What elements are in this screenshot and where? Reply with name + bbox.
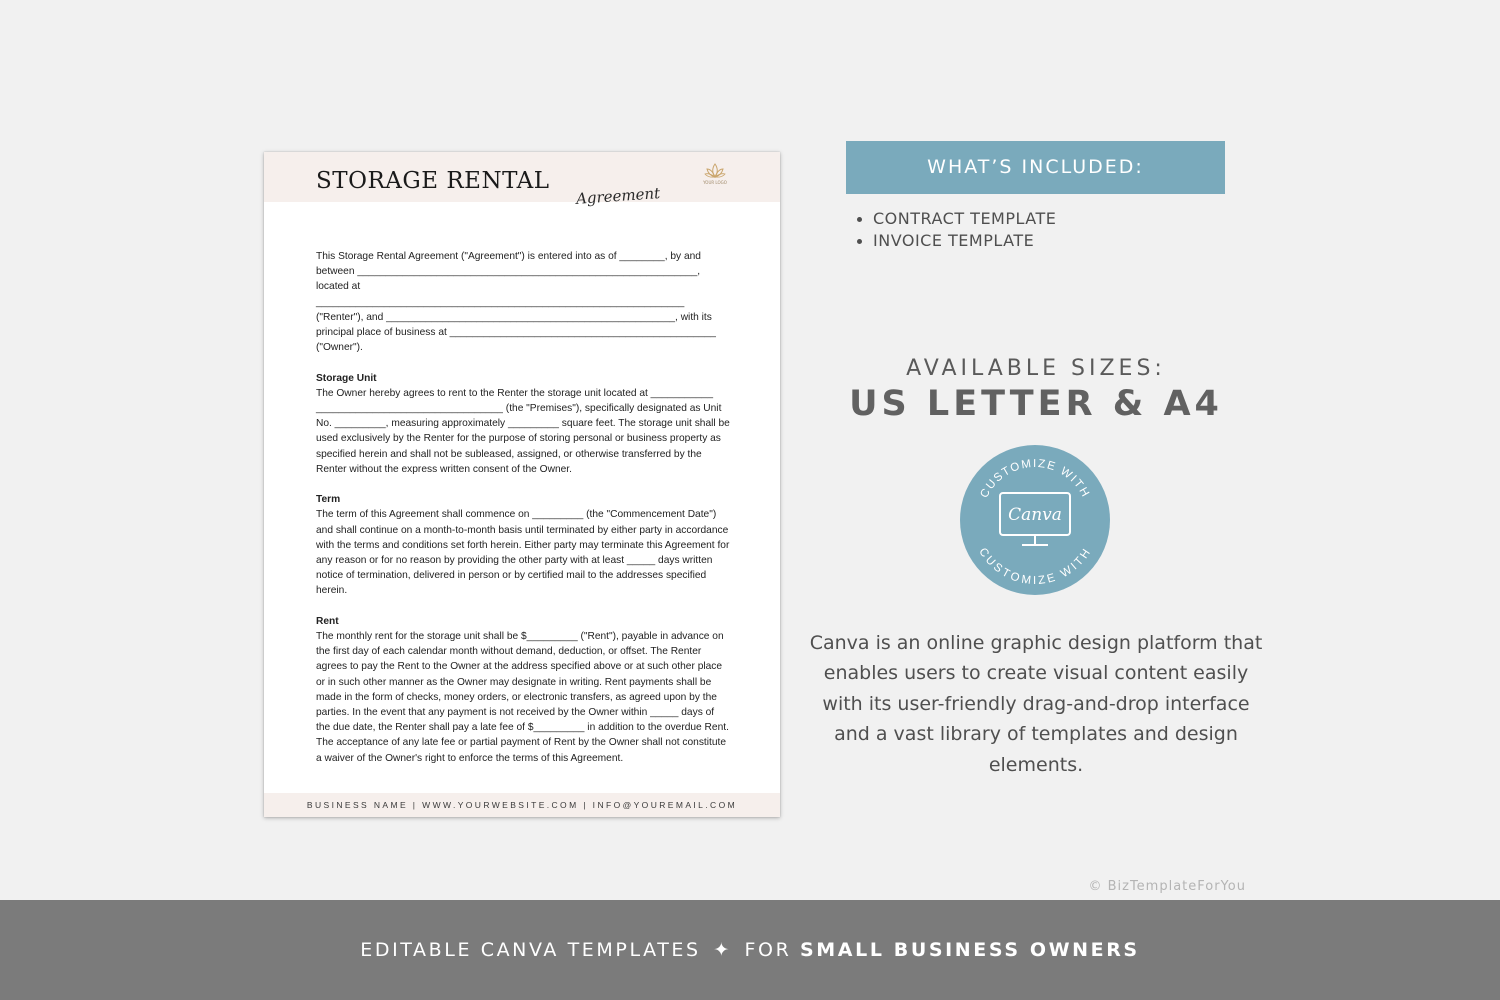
- available-sizes-label: AVAILABLE SIZES:: [906, 356, 1166, 381]
- badge-ring-bottom-text: CUSTOMIZE WITH: [976, 546, 1094, 588]
- logo: [700, 163, 730, 185]
- copyright-text: © BizTemplateForYou: [1088, 879, 1246, 894]
- badge-brand-text: Canva: [1008, 505, 1062, 525]
- section-rent: [316, 614, 730, 766]
- customize-with-canva-badge: [960, 445, 1110, 595]
- document-preview: [264, 152, 780, 817]
- document-intro: This Storage Rental Agreement ("Agreement") is entered into as of ________, by and between ____________________________________________________________, located at _________________________________________________________________ ("Renter"), and ___________________________________________________, with its principal place of business at _______________________________________________ ("Owner").: [316, 251, 716, 354]
- section-term: [316, 492, 730, 598]
- banner-middle: FOR: [744, 939, 792, 961]
- banner-emphasis: SMALL BUSINESS OWNERS: [800, 939, 1140, 961]
- section-text: The Owner hereby agrees to rent to the Renter the storage unit located at ___________ _________________________________ (the "Premises"), specifically designated as Unit No. _________, measuring approximately _________ square feet. The storage unit shall be used exclusively by the Renter for the purpose of storing personal or business property as specified herein and shall not be subleased, assigned, or otherwise transferred by the Renter without the express written consent of the Owner.: [316, 387, 730, 475]
- whats-included-banner: WHAT’S INCLUDED:: [846, 141, 1225, 194]
- section-text: The term of this Agreement shall commence on _________ (the "Commencement Date") and shall continue on a month-to-month basis until terminated by either party in accordance with the terms and conditions set forth herein. Either party may terminate this Agreement for any reason or for no reason by providing the other party with at least _____ days written notice of termination, delivered in person or by certified mail to the addresses specified herein.: [316, 509, 730, 597]
- list-item: [855, 208, 1056, 230]
- section-storage-unit: [316, 371, 730, 477]
- canva-description: Canva is an online graphic design platform that enables users to create visual content easily with its user-friendly drag-and-drop interface and a vast library of templates and design elements.: [809, 632, 1263, 776]
- bullet-icon: [857, 239, 862, 244]
- list-item-label: INVOICE TEMPLATE: [873, 231, 1035, 250]
- document-script-subtitle: Agreement: [575, 184, 661, 208]
- badge-ring-top-text: CUSTOMIZE WITH: [978, 457, 1092, 501]
- document-body: [316, 249, 730, 781]
- logo-text: YOUR LOGO: [703, 180, 727, 185]
- bottom-banner: [0, 900, 1500, 1000]
- document-header: [264, 152, 780, 208]
- banner-prefix: EDITABLE CANVA TEMPLATES: [360, 939, 701, 961]
- section-heading: Rent: [316, 615, 339, 627]
- section-heading: Storage Unit: [316, 372, 377, 384]
- available-sizes-value: US LETTER & A4: [849, 384, 1223, 424]
- bullet-icon: [857, 217, 862, 222]
- section-heading: Term: [316, 494, 341, 506]
- list-item: [855, 230, 1056, 252]
- document-footer: BUSINESS NAME | WWW.YOURWEBSITE.COM | INFO@YOUREMAIL.COM: [264, 793, 780, 817]
- section-text: The monthly rent for the storage unit shall be $_________ ("Rent"), payable in advance on the first day of each calendar month without demand, deduction, or offset. The Renter agrees to pay the Rent to the Owner at the address specified above or at such other place or in such other manner as the Owner may designate in writing. Rent payments shall be made in the form of checks, money orders, or electronic transfers, as agreed upon by the parties. In the event that any payment is not received by the Owner within _____ days of the due date, the Renter shall pay a late fee of $_________ in addition to the overdue Rent. The acceptance of any late fee or partial payment of Rent by the Owner shall not constitute a waiver of the Owner's right to enforce the terms of this Agreement.: [316, 631, 729, 764]
- sparkle-icon: ✦: [713, 939, 732, 961]
- included-list: [855, 208, 1056, 252]
- list-item-label: CONTRACT TEMPLATE: [873, 209, 1057, 228]
- document-title: STORAGE RENTAL: [316, 168, 550, 194]
- lotus-icon: [704, 163, 726, 179]
